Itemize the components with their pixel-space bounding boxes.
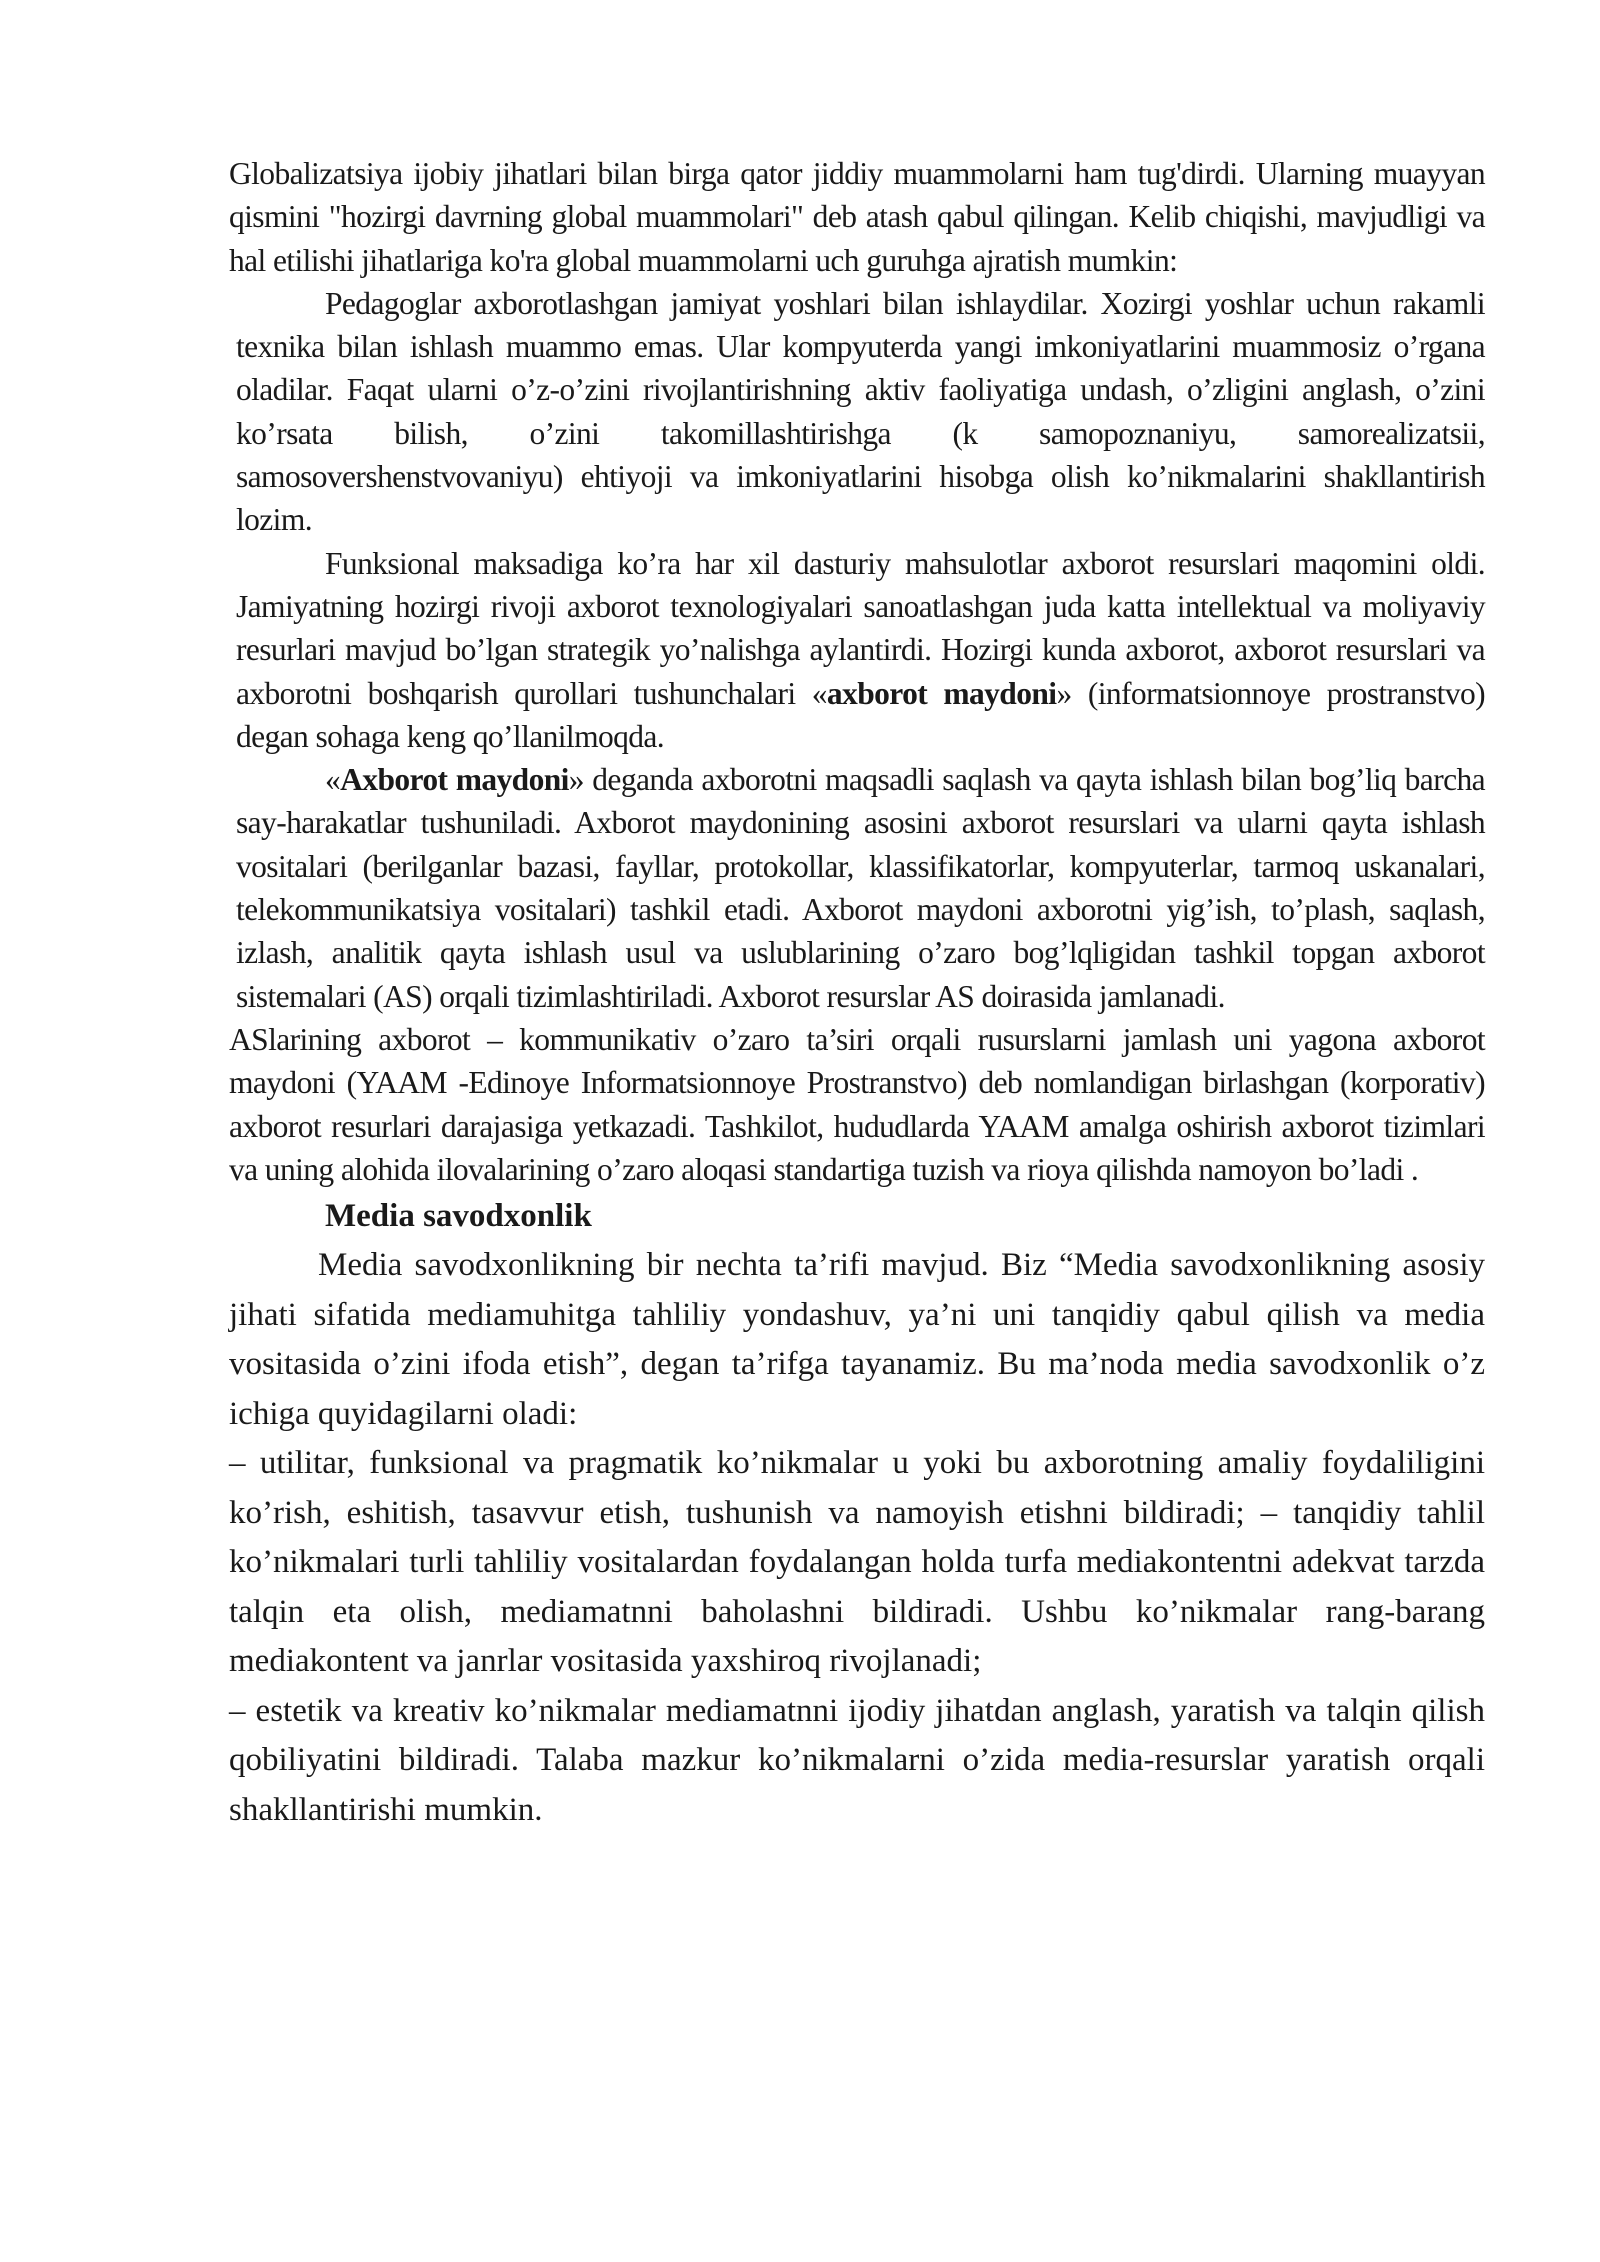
as-paragraph: ASlarining axborot – kommunikativ o’zaro ta’siri orqali rusurslarni jamlash uni yagona axborot maydoni (YAAM -Edinoye Informatsionnoye Prostranstvo) deb nomlandigan birlashgan (korporativ) axborot resurlari darajasiga yetkazadi. Tashkilot, hududlarda YAAM amalga oshirish axborot tizimlari va uning alohida ilovalarining o’zaro aloqasi standartiga tuzish va rioya qilishda namoyon bo’ladi .	[229, 1021, 1485, 1187]
aesthetic-skills-paragraph: – estetik va kreativ ko’nikmalar mediamatnni ijodiy jihatdan anglash, yaratish va talqin qilish qobiliyatini bildiradi. Talaba mazkur ko’nikmalarni o’zida media-resurslar yaratish orqali shakllantirishi mumkin.	[229, 1692, 1485, 1828]
functional-text-end: » (informatsionnoye prostranstvo) degan sohaga keng qo’llanilmoqda.	[236, 675, 1486, 754]
media-literacy-paragraph: Media savodxonlikning bir nechta ta’rifi mavjud. Biz “Media savodxonlikning asosiy jihati sifatida mediamuhitga tahliliy yondashuv, ya’ni uni tanqidiy qabul qilish va media vositasida o’zini ifoda etish”, degan ta’rifga tayanamiz. Bu ma’noda media savodxonlik o’z ichiga quyidagilarni oladi:	[229, 1247, 1485, 1432]
term-axborot-maydoni-definition: Axborot maydoni	[340, 762, 569, 798]
functional-paragraph	[236, 542, 1485, 758]
utilitar-skills-paragraph: – utilitar, funksional va pragmatik ko’nikmalar u yoki bu axborotning amaliy foydaliligini ko’rish, eshitish, tasavvur etish, tushunish va namoyish etishni bildiradi; – tanqidiy tahlil ko’nikmalari turli tahliliy vositalardan foydalangan holda turfa mediakontentni adekvat tarzda talqin eta olish, mediamatnni baholashni bildiradi. Ushbu ko’nikmalar rang-barang mediakontent va janrlar vositasida yaxshiroq rivojlanadi;	[229, 1445, 1485, 1680]
information-field-paragraph	[236, 758, 1485, 1018]
field-text: » deganda axborotni maqsadli saqlash va qayta ishlash bilan bog’liq barcha say-harakatlar tushuniladi. Axborot maydonining asosini axborot resurslari va ularni qayta ishlash vositalari (berilganlar bazasi, fayllar, protokollar, klassifikatorlar, kompyuterlar, tarmoq uskanalari, telekommunikatsiya vositalari) tashkil etadi. Axborot maydoni axborotni yig’ish, to’plash, saqlash, izlash, analitik qayta ishlash usul va uslublarining o’zaro bog’lqligidan tashkil topgan axborot sistemalari (AS) orqali tizimlashtiriladi. Axborot resurslar AS doirasida jamlanadi.	[236, 762, 1485, 1014]
term-axborot-maydoni: axborot maydoni	[826, 675, 1057, 711]
pedagogues-paragraph: Pedagoglar axborotlashgan jamiyat yoshlari bilan ishlaydilar. Xozirgi yoshlar uchun rakamli texnika bilan ishlash muammo emas. Ular kompyuterda yangi imkoniyatlarini muammosiz o’rgana oladilar. Faqat ularni o’z-o’zini rivojlantirishning aktiv faoliyatiga undash, o’zligini anglash, o’zini ko’rsata bilish, o’zini takomillashtirishga (k samopoznaniyu, samorealizatsii, samosovershenstvovaniyu) ehtiyoji va imkoniyatlarini hisobga olish ko’nikmalarini shakllantirish lozim.	[236, 285, 1485, 538]
media-literacy-heading: Media savodxonlik	[325, 1198, 592, 1235]
functional-text-start: Funksional maksadiga ko’ra har xil dasturiy mahsulotlar axborot resurslari maqomini oldi. Jamiyatning hozirgi rivoji axborot texnologiyalari sanoatlashgan juda katta intellektual va moliyaviy resurlari mavjud bo’lgan strategik yo’nalishga aylantirdi. Hozirgi kunda axborot, axborot resurslari va axborotni boshqarish qurollari tushunchalari «	[236, 545, 1485, 711]
field-open-quote: «	[325, 762, 341, 798]
intro-paragraph: Globalizatsiya ijobiy jihatlari bilan birga qator jiddiy muammolarni ham tug'dirdi. Ularning muayyan qismini "hozirgi davrning global muammolari" deb atash qabul qilingan. Kelib chiqishi, mavjudligi va hal etilishi jihatlariga ko'ra global muammolarni uch guruhga ajratish mumkin:	[229, 156, 1485, 278]
